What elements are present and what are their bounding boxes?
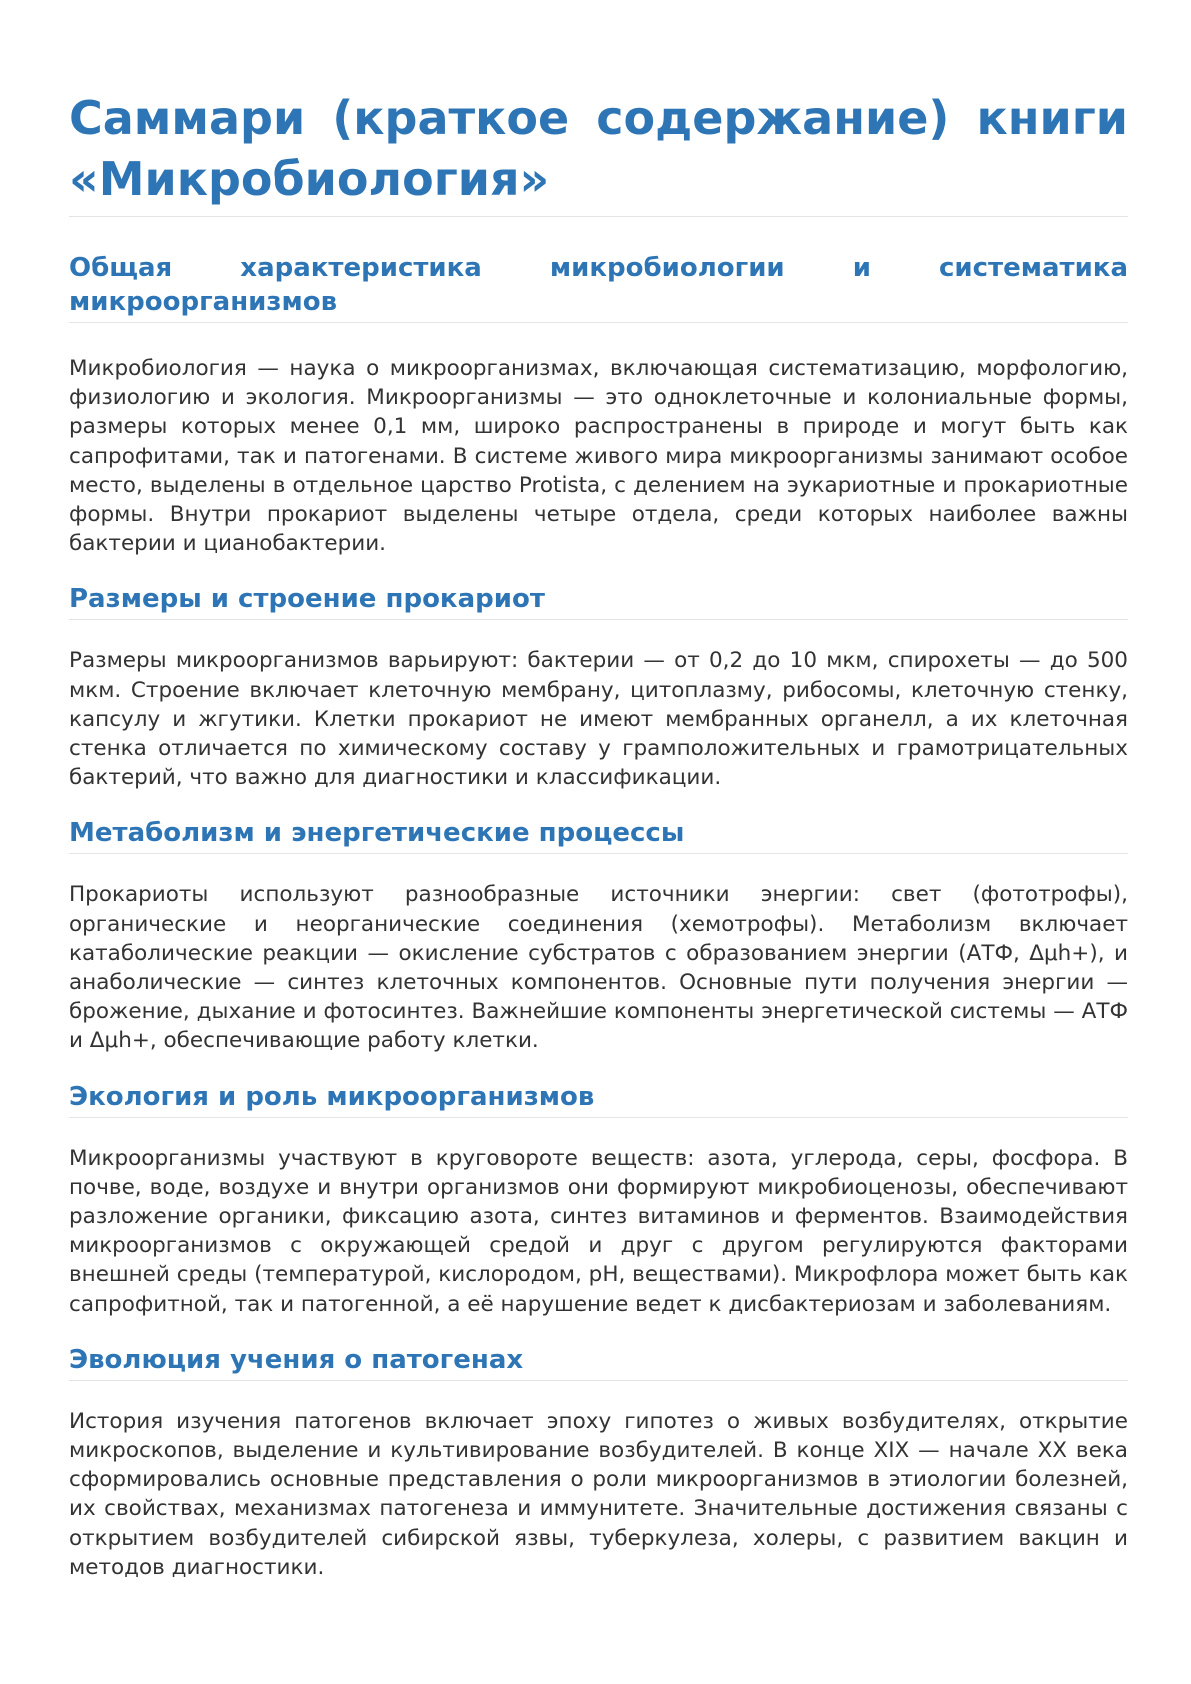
document-page	[69, 88, 1128, 1582]
section-text-structure: Размеры микроорганизмов варьируют: бактерии — от 0,2 до 10 мкм, спирохеты — до 500 мкм. Строение включает клеточную мембрану, цитоплазму, рибосомы, клеточную стенку, капсулу и жгутики. Клетки прокариот не имеют мембранных органелл, а их клеточная стенка отличается по химическому составу у грамположительных и грамотрицательных бактерий, что важно для диагностики и классификации.	[69, 648, 1128, 791]
section-text-pathogens: История изучения патогенов включает эпоху гипотез о живых возбудителях, открытие микроскопов, выделение и культивирование возбудителей. В конце XIX — начале XX века сформировались основные представления о роли микроорганизмов в этиологии болезней, их свойствах, механизмах патогенеза и иммунитете. Значительные достижения связаны с открытием возбудителей сибирской язвы, туберкулеза, холеры, с развитием вакцин и методов диагностики.	[69, 1408, 1128, 1580]
section-text-ecology: Микроорганизмы участвуют в круговороте веществ: азота, углерода, серы, фосфора. В почве, воде, воздухе и внутри организмов они формируют микробиоценозы, обеспечивают разложение органики, фиксацию азота, синтез витаминов и ферментов. Взаимодействия микроорганизмов с окружающей средой и друг с другом регулируются факторами внешней среды (температурой, кислородом, pH, веществами). Микрофлора может быть как сапрофитной, так и патогенной, а её нарушение ведет к дисбактериозам и заболеваниям.	[69, 1145, 1128, 1317]
section-heading-pathogens: Эволюция учения о патогенах	[69, 1343, 1128, 1381]
section-heading-structure: Размеры и строение прокариот	[69, 582, 1128, 620]
section-text-metabolism: Прокариоты используют разнообразные источники энергии: свет (фототрофы), органические и неорганические соединения (хемотрофы). Метаболизм включает катаболические реакции — окисление субстратов с образованием энергии (АТФ, Δμh+), и анаболические — синтез клеточных компонентов. Основные пути получения энергии — брожение, дыхание и фотосинтез. Важнейшие компоненты энергетической системы — АТФ и Δμh+, обеспечивающие работу клетки.	[69, 882, 1128, 1054]
section-heading-general: Общая характеристика микробиологии и систематика микроорганизмов	[69, 251, 1128, 323]
section-heading-ecology: Экология и роль микроорганизмов	[69, 1080, 1128, 1118]
section-heading-metabolism: Метаболизм и энергетические процессы	[69, 816, 1128, 854]
page-title: Саммари (краткое содержание) книги «Микробиология»	[69, 88, 1128, 217]
section-text-general: Микробиология — наука о микроорганизмах, включающая систематизацию, морфологию, физиологию и экология. Микроорганизмы — это одноклеточные и колониальные формы, размеры которых менее 0,1 мм, широко распространены в природе и могут быть как сапрофитами, так и патогенами. В системе живого мира микроорганизмы занимают особое место, выделены в отдельное царство Protista, с делением на эукариотные и прокариотные формы. Внутри прокариот выделены четыре отдела, среди которых наиболее важны бактерии и цианобактерии.	[69, 356, 1128, 557]
